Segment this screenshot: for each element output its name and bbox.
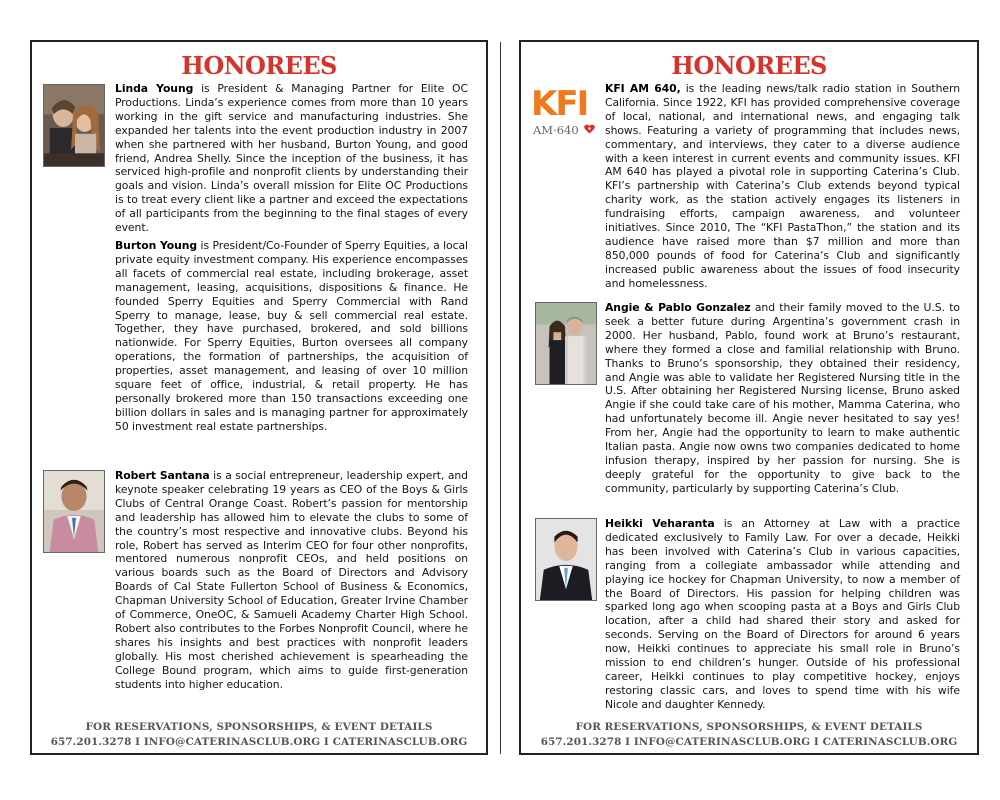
footer bbox=[521, 720, 977, 749]
heikki-veharanta-photo bbox=[535, 518, 597, 601]
kfi-name: KFI AM 640, bbox=[605, 82, 681, 95]
page-title: HONOREES bbox=[671, 51, 827, 80]
footer bbox=[32, 720, 486, 749]
page-divider bbox=[500, 42, 501, 754]
angie-pablo-photo bbox=[535, 302, 597, 385]
robert-santana-bio bbox=[115, 469, 468, 696]
robert-santana-name: Robert Santana bbox=[115, 469, 210, 482]
footer-contact: 657.201.3278 I INFO@CATERINASCLUB.ORG I CATERINASCLUB.ORG bbox=[50, 735, 468, 748]
kfi-logo bbox=[531, 86, 597, 156]
linda-young-name: Linda Young bbox=[115, 82, 194, 95]
robert-santana-photo bbox=[43, 470, 105, 553]
burton-young-bio bbox=[115, 239, 468, 434]
burton-young-name: Burton Young bbox=[115, 238, 198, 252]
footer-line-1: FOR RESERVATIONS, SPONSORSHIPS, & EVENT DETAILS bbox=[575, 721, 923, 733]
angie-pablo-text: and their family moved to the U.S. to seek a better future during Argentina’s government crash in 2000. Her husband, Pablo, found work at Bruno’s restaurant, where they formed a close and familial relationship with Bruno. Thanks to Bruno’s sponsorship, they obtained their residency, and Angie was able to validate her Registered Nursing title in the U.S. After obtaining her Registered Nursing license, Bruno asked Angie if she could take care of his mother, Mamma Caterina, who had unfortunately become ill. Angie never hesitated to say yes! From her, Angie had the opportunity to learn to make authentic Italian pasta. Angie now owns two companies dedicated to home infusion therapy, inspired by her passion for nursing. She is deeply grateful for the opportunity to give back to the community, particularly by supporting Caterina’s Club. bbox=[605, 301, 960, 495]
kfi-text: is the leading news/talk radio station in Southern California. Since 1922, KFI has provided comprehensive coverage of local, national, and international news, and engaging talk shows. Featuring a variety of programming that includes news, commentary, and interviews, they cater to a diverse audience with a keen interest in current events and community issues. KFI AM 640 has played a pivotal role in supporting Caterina’s Club. KFI’s partnership with Caterina’s Club extends beyond typical charity work, as the station actively engages its listeners in fundraising efforts, campaign awareness, and volunteer initiatives. Since 2010, The “KFI PastaThon,” the station and its audience have raised more than $7 million and more than 850,000 pounds of food for Caterina’s Club and significantly increased public awareness about the issues of food insecurity and homelessness. bbox=[605, 82, 960, 290]
heikki-veharanta-bio bbox=[605, 517, 960, 716]
angie-pablo-name: Angie & Pablo Gonzalez bbox=[605, 301, 751, 314]
heikki-veharanta-text: is an Attorney at Law with a practice dedicated exclusively to Family Law. For over a decade, Heikki has been involved with Caterina’s Club in various capacities, ranging from a collegiate ambassador while attending and playing ice hockey for Chapman University, to now a member of the Board of Directors. His passion for helping children was sparked long ago when scooping pasta at a Boys and Girls Club location, after a child had shared their story and asked for seconds. Serving on the Board of Directors for around 6 years now, Heikki continues to appreciate his small role in Bruno’s mission to end children’s hunger. Outside of his professional career, Heikki continues to play competitive hockey, enjoys restoring classic cars, and loves to spend time with his wife Nicole and daughter Kennedy. bbox=[605, 517, 960, 711]
footer-line-1: FOR RESERVATIONS, SPONSORSHIPS, & EVENT DETAILS bbox=[85, 721, 433, 733]
page-title: HONOREES bbox=[181, 51, 337, 80]
angie-pablo-bio bbox=[605, 301, 960, 500]
linda-young-text: is President & Managing Partner for Elite OC Productions. Linda’s experience comes from more than 10 years working in the gift service and manufacturing industries. She expanded her talents into the event production industry in 2007 when she partnered with her husband, Burton Young, and good friend, Andrea Shelly. Since the inception of the business, it has serviced high-profile and nonprofit clients by understanding their goals and vision. Linda’s overall mission for Elite OC Productions is to treat every client like a partner and exceed the expectations of all participants from the beginning to the final stages of every event. bbox=[115, 82, 468, 235]
heikki-veharanta-name: Heikki Veharanta bbox=[605, 517, 715, 530]
linda-burton-photo bbox=[43, 84, 105, 167]
footer-contact: 657.201.3278 I INFO@CATERINASCLUB.ORG I CATERINASCLUB.ORG bbox=[540, 735, 958, 748]
burton-young-text: is President/Co-Founder of Sperry Equities, a local private equity investment company. His experience encompasses all facets of commercial real estate, including brokerage, asset management, leasing, acquisitions, dispositions & finance. He founded Sperry Equities and Sperry Commercial with Rand Sperry to manage, lease, buy & sell commercial real estate. Together, they have purchased, brokered, and sold billions nationwide. For Sperry Equities, Burton oversees all company operations, the formation of partnerships, the acquisition of properties, asset management, and leasing of over 10 million square feet of office, industrial, & retail property. He has personally brokered more than 150 transactions exceeding one billion dollars in sales and is managing partner for approximately 50 investment real estate partnerships. bbox=[115, 238, 469, 433]
linda-young-bio bbox=[115, 82, 468, 235]
kfi-logo-word: KFI bbox=[531, 84, 588, 124]
iheart-icon bbox=[584, 123, 595, 135]
left-page bbox=[30, 40, 488, 755]
linda-burton-bio bbox=[115, 82, 468, 438]
robert-santana-text: is a social entrepreneur, leadership expert, and keynote speaker celebrating 19 years as CEO of the Boys & Girls Clubs of Central Orange Coast. Robert’s passion for mentorship and leadership has allowed him to elevate the clubs to some of the country’s most respective and innovative clubs. Beyond his role, Robert has served as Interim CEO for four other nonprofits, mentored numerous nonprofit CEOs, and held positions on various boards such as the Board of Directors and Advisory Boards of Cal State Fullerton School of Business & Economics, Chapman University School of Education, Greater Irvine Chamber of Commerce, OneOC, & Samueli Academy Charter High School. Robert also contributes to the Forbes Nonprofit Council, where he shares his insights and best practices with nonprofit leaders globally. His most cherished achievement is spearheading the College Bound program, which aims to guide first-generation students into higher education. bbox=[115, 469, 468, 691]
kfi-logo-sub: AM·640 bbox=[533, 123, 579, 137]
right-page bbox=[519, 40, 979, 755]
kfi-bio bbox=[605, 82, 960, 295]
